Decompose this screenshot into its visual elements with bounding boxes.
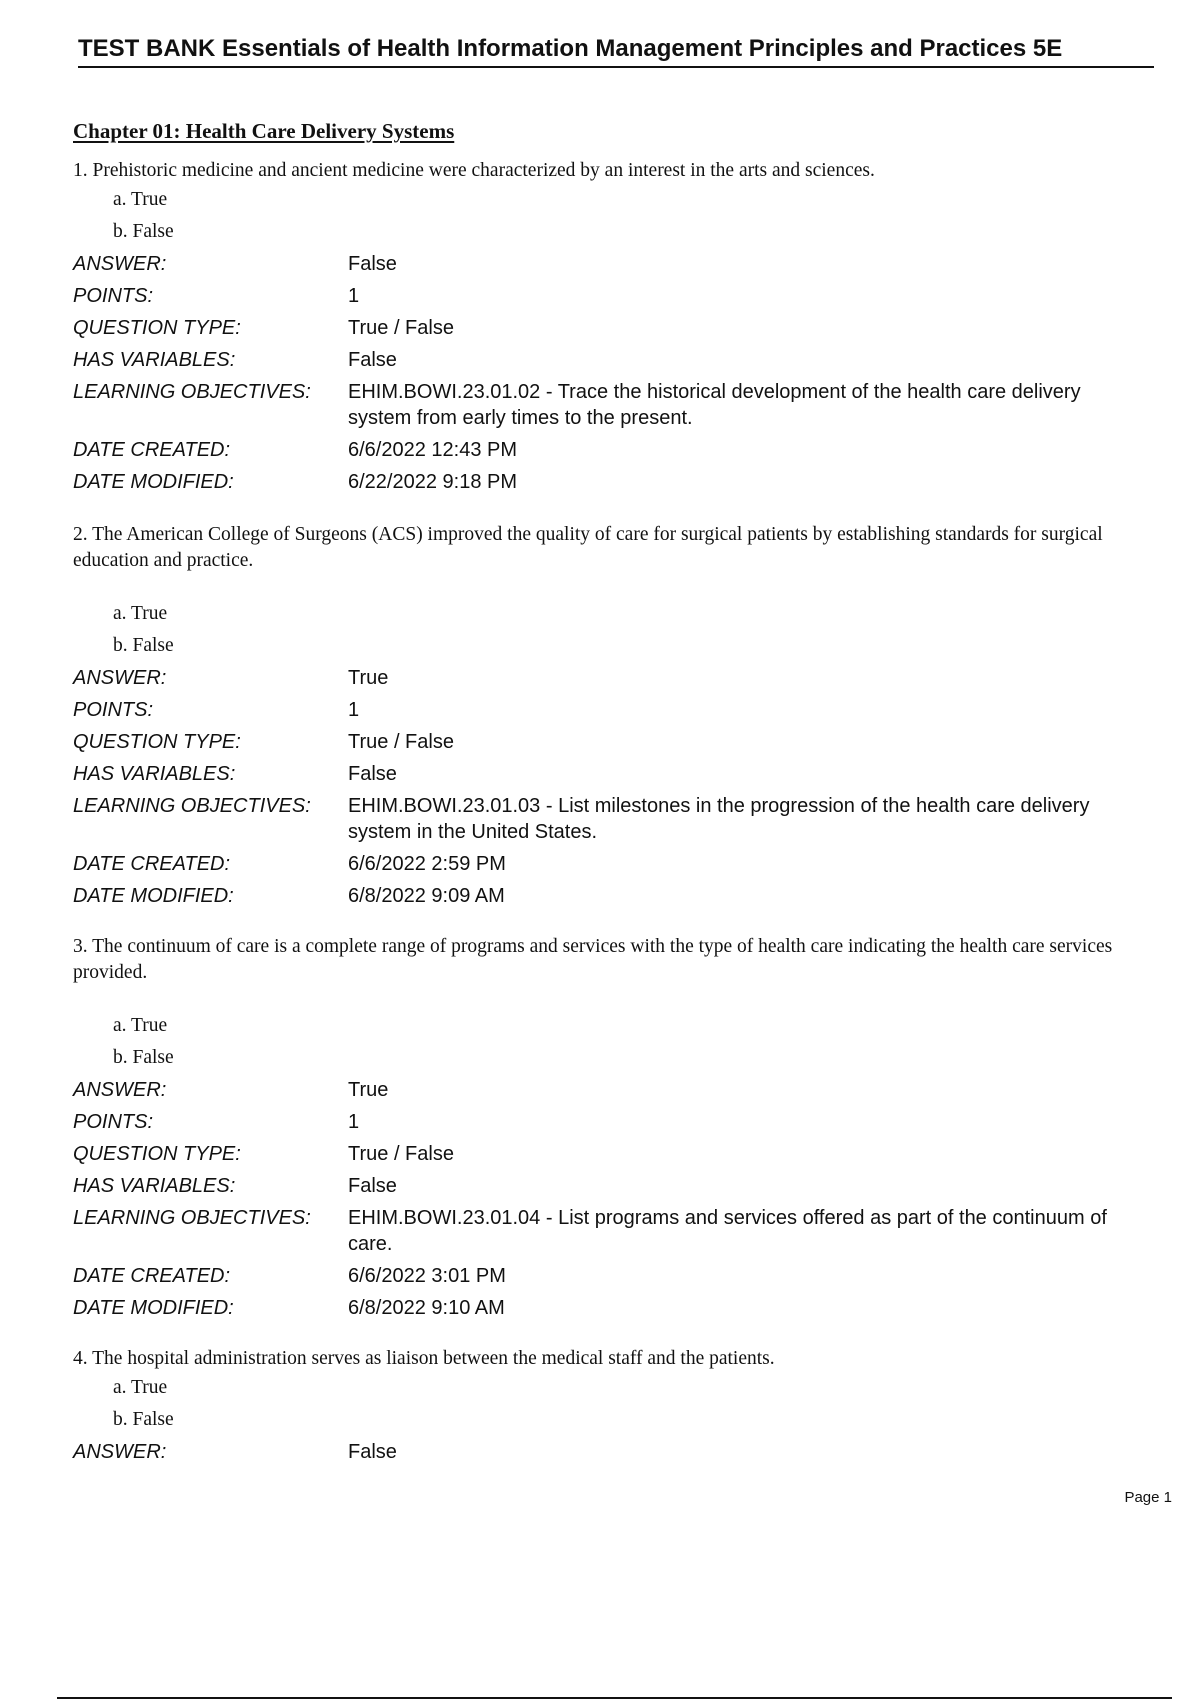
date-created-value: 6/6/2022 12:43 PM [348, 439, 518, 461]
has-variables-label: HAS VARIABLES: [73, 1175, 236, 1197]
answer-row [73, 1436, 1143, 1468]
answer-options [73, 598, 1143, 662]
learning-objectives-label: LEARNING OBJECTIVES: [73, 381, 311, 403]
question-3 [73, 934, 1143, 1324]
option-false: b. False [113, 1409, 174, 1430]
learning-objectives-label: LEARNING OBJECTIVES: [73, 795, 311, 817]
answer-label: ANSWER: [73, 667, 167, 689]
has-variables-row [73, 1170, 1143, 1202]
date-created-row [73, 434, 1143, 466]
answer-row [73, 248, 1143, 280]
date-modified-row [73, 466, 1143, 498]
question-text: 1. Prehistoric medicine and ancient medicine were characterized by an interest in the arts and sciences. [73, 160, 875, 181]
option-true: a. True [113, 1015, 168, 1036]
option-true: a. True [113, 1377, 168, 1398]
answer-options [73, 184, 1143, 248]
answer-options [73, 1010, 1143, 1074]
points-label: POINTS: [73, 285, 154, 307]
learning-objectives-row [73, 790, 1143, 848]
points-value: 1 [348, 285, 360, 307]
question-text: 3. The continuum of care is a complete range of programs and services with the type of health care indicating the health care services provided. [73, 936, 1113, 983]
option-false: b. False [113, 1047, 174, 1068]
date-created-row [73, 848, 1143, 880]
question-2 [73, 522, 1143, 912]
question-text: 4. The hospital administration serves as liaison between the medical staff and the patients. [73, 1348, 775, 1369]
has-variables-value: False [348, 349, 397, 371]
option-true: a. True [113, 189, 168, 210]
question-1 [73, 158, 1143, 498]
points-row [73, 1106, 1143, 1138]
has-variables-label: HAS VARIABLES: [73, 349, 236, 371]
date-modified-label: DATE MODIFIED: [73, 471, 234, 493]
question-type-row [73, 726, 1143, 758]
document-title: TEST BANK Essentials of Health Information Management Principles and Practices 5E [78, 32, 1154, 68]
date-created-label: DATE CREATED: [73, 853, 231, 875]
points-row [73, 694, 1143, 726]
date-modified-label: DATE MODIFIED: [73, 885, 234, 907]
learning-objectives-value: EHIM.BOWI.23.01.02 - Trace the historical development of the health care delivery system from early times to the present. [348, 381, 1081, 429]
answer-label: ANSWER: [73, 1441, 167, 1463]
chapter-heading: Chapter 01: Health Care Delivery Systems [73, 119, 455, 143]
page-number: Page 1 [1124, 1489, 1172, 1506]
question-type-label: QUESTION TYPE: [73, 731, 241, 753]
date-modified-value: 6/8/2022 9:10 AM [348, 1297, 505, 1319]
date-created-value: 6/6/2022 2:59 PM [348, 853, 506, 875]
question-text: 2. The American College of Surgeons (ACS) improved the quality of care for surgical patients by establishing standards for surgical education and practice. [73, 524, 1103, 571]
answer-value: False [348, 253, 397, 275]
learning-objectives-value: EHIM.BOWI.23.01.04 - List programs and services offered as part of the continuum of care. [348, 1207, 1107, 1255]
question-type-label: QUESTION TYPE: [73, 317, 241, 339]
date-modified-value: 6/8/2022 9:09 AM [348, 885, 505, 907]
answer-label: ANSWER: [73, 1079, 167, 1101]
date-created-label: DATE CREATED: [73, 1265, 231, 1287]
answer-value: True [348, 667, 389, 689]
question-type-row [73, 312, 1143, 344]
date-created-value: 6/6/2022 3:01 PM [348, 1265, 506, 1287]
has-variables-label: HAS VARIABLES: [73, 763, 236, 785]
learning-objectives-row [73, 1202, 1143, 1260]
answer-value: True [348, 1079, 389, 1101]
has-variables-value: False [348, 1175, 397, 1197]
has-variables-row [73, 758, 1143, 790]
option-false: b. False [113, 221, 174, 242]
points-label: POINTS: [73, 699, 154, 721]
footer-divider [57, 1697, 1172, 1699]
points-row [73, 280, 1143, 312]
points-value: 1 [348, 699, 360, 721]
date-modified-label: DATE MODIFIED: [73, 1297, 234, 1319]
answer-value: False [348, 1441, 397, 1463]
question-type-value: True / False [348, 1143, 454, 1165]
has-variables-value: False [348, 763, 397, 785]
answer-row [73, 1074, 1143, 1106]
answer-label: ANSWER: [73, 253, 167, 275]
question-type-value: True / False [348, 731, 454, 753]
option-true: a. True [113, 603, 168, 624]
answer-row [73, 662, 1143, 694]
has-variables-row [73, 344, 1143, 376]
date-modified-row [73, 1292, 1143, 1324]
date-created-row [73, 1260, 1143, 1292]
points-value: 1 [348, 1111, 360, 1133]
answer-options [73, 1372, 1143, 1436]
points-label: POINTS: [73, 1111, 154, 1133]
question-type-row [73, 1138, 1143, 1170]
question-4 [73, 1346, 1143, 1468]
date-modified-row [73, 880, 1143, 912]
question-type-value: True / False [348, 317, 454, 339]
learning-objectives-value: EHIM.BOWI.23.01.03 - List milestones in the progression of the health care delivery system in the United States. [348, 795, 1090, 843]
learning-objectives-label: LEARNING OBJECTIVES: [73, 1207, 311, 1229]
date-created-label: DATE CREATED: [73, 439, 231, 461]
date-modified-value: 6/22/2022 9:18 PM [348, 471, 518, 493]
learning-objectives-row [73, 376, 1143, 434]
question-type-label: QUESTION TYPE: [73, 1143, 241, 1165]
option-false: b. False [113, 635, 174, 656]
